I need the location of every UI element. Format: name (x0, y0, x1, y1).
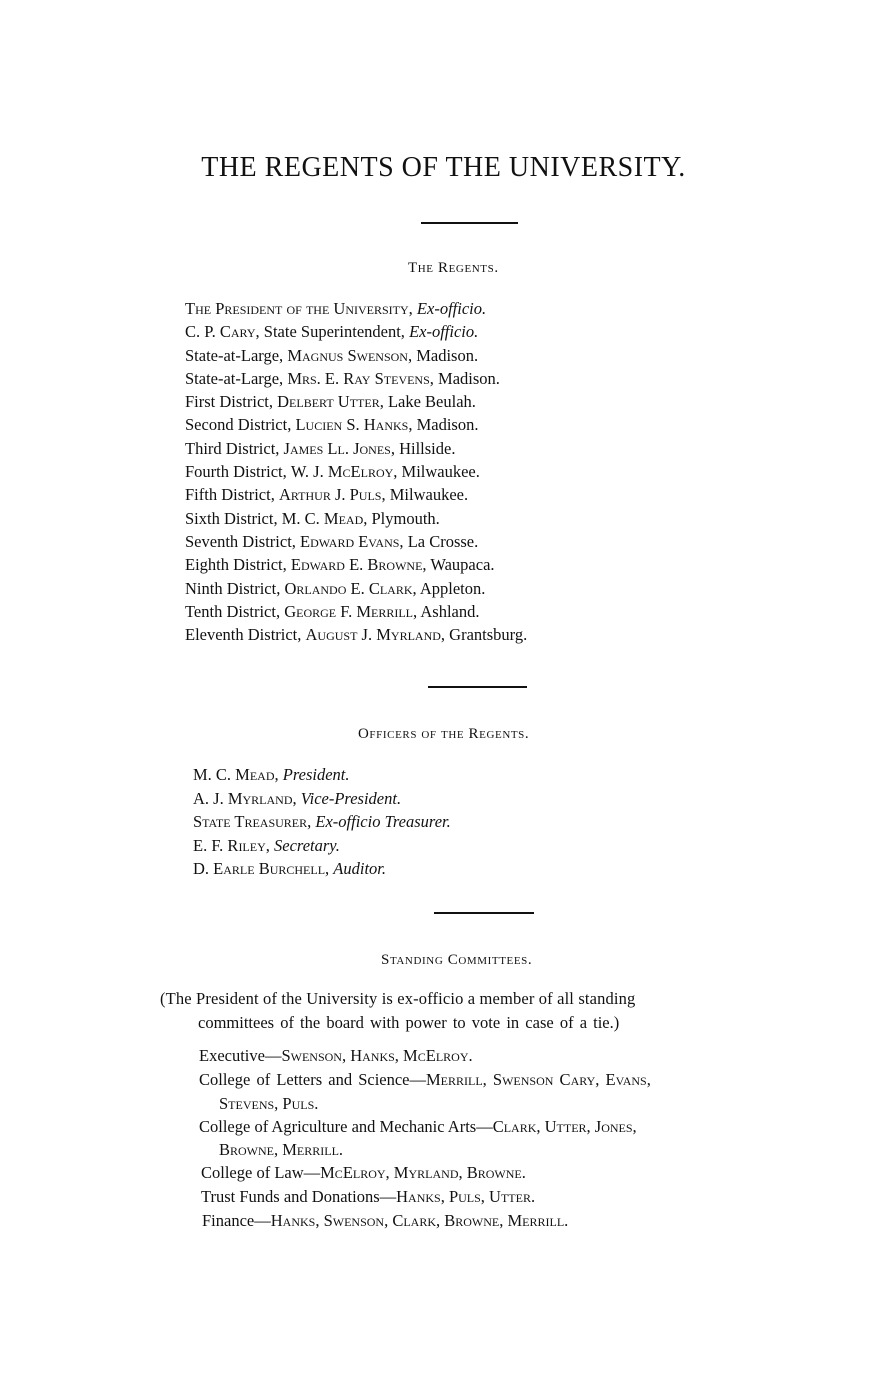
regent-line: Seventh District, Edward Evans, La Crosse. (185, 531, 479, 551)
committees-note-line2: committees of the board with power to vote in case of a tie.) (198, 1013, 620, 1032)
regent-line: State-at-Large, Magnus Swenson, Madison. (185, 345, 479, 365)
officer-line: M. C. Mead, President. (193, 765, 350, 784)
committee-item: College of Agriculture and Mechanic Arts—Clark, Utter, Jones, (199, 1117, 637, 1136)
regent-line: Tenth District, George F. Merrill, Ashland. (185, 601, 480, 621)
regent-line: First District, Delbert Utter, Lake Beulah. (185, 392, 476, 412)
committee-item: Executive—Swenson, Hanks, McElroy. (199, 1046, 473, 1065)
regent-line: Fourth District, W. J. McElroy, Milwaukee. (185, 462, 480, 482)
regent-line: Eighth District, Edward E. Browne, Waupaca. (185, 555, 495, 575)
regent-line: Eleventh District, August J. Myrland, Grantsburg. (185, 625, 528, 645)
officers-heading: Officers of the Regents. (358, 726, 530, 742)
regent-line: The President of the University, Ex-officio. (185, 299, 487, 318)
committee-item: College of Letters and Science—Merrill, Swenson Cary, Evans, (199, 1070, 651, 1089)
divider (434, 912, 534, 914)
page-title: THE REGENTS OF THE UNIVERSITY. (201, 152, 686, 183)
officer-line: E. F. Riley, Secretary. (193, 835, 340, 855)
officers-list (193, 763, 451, 881)
committee-item: Finance—Hanks, Swenson, Clark, Browne, Merrill. (202, 1211, 569, 1230)
regent-line: Third District, James Ll. Jones, Hillside. (185, 438, 456, 458)
divider (421, 222, 518, 224)
regents-heading: The Regents. (408, 260, 499, 276)
regent-line: State-at-Large, Mrs. E. Ray Stevens, Madison. (185, 368, 500, 388)
regents-list (185, 297, 527, 646)
committee-item-continued: Browne, Merrill. (219, 1140, 344, 1159)
committee-item: Trust Funds and Donations—Hanks, Puls, Utter. (201, 1187, 536, 1206)
regent-line: Fifth District, Arthur J. Puls, Milwaukee. (185, 485, 469, 505)
regent-line: Ninth District, Orlando E. Clark, Appleton. (185, 578, 486, 598)
regent-line: Sixth District, M. C. Mead, Plymouth. (185, 508, 440, 528)
officer-line: A. J. Myrland, Vice-President. (193, 788, 402, 808)
regent-line: Second District, Lucien S. Hanks, Madison. (185, 415, 479, 435)
officer-line: State Treasurer, Ex-officio Treasurer. (193, 812, 451, 831)
committee-item-continued: Stevens, Puls. (219, 1094, 319, 1113)
divider (428, 686, 527, 688)
committee-item: College of Law—McElroy, Myrland, Browne. (201, 1163, 526, 1182)
regent-line: C. P. Cary, State Superintendent, Ex-officio. (185, 322, 479, 342)
officer-line: D. Earle Burchell, Auditor. (193, 859, 387, 878)
committees-heading: Standing Committees. (381, 952, 533, 968)
committees-note-line1: (The President of the University is ex-officio a member of all standing (160, 989, 636, 1008)
